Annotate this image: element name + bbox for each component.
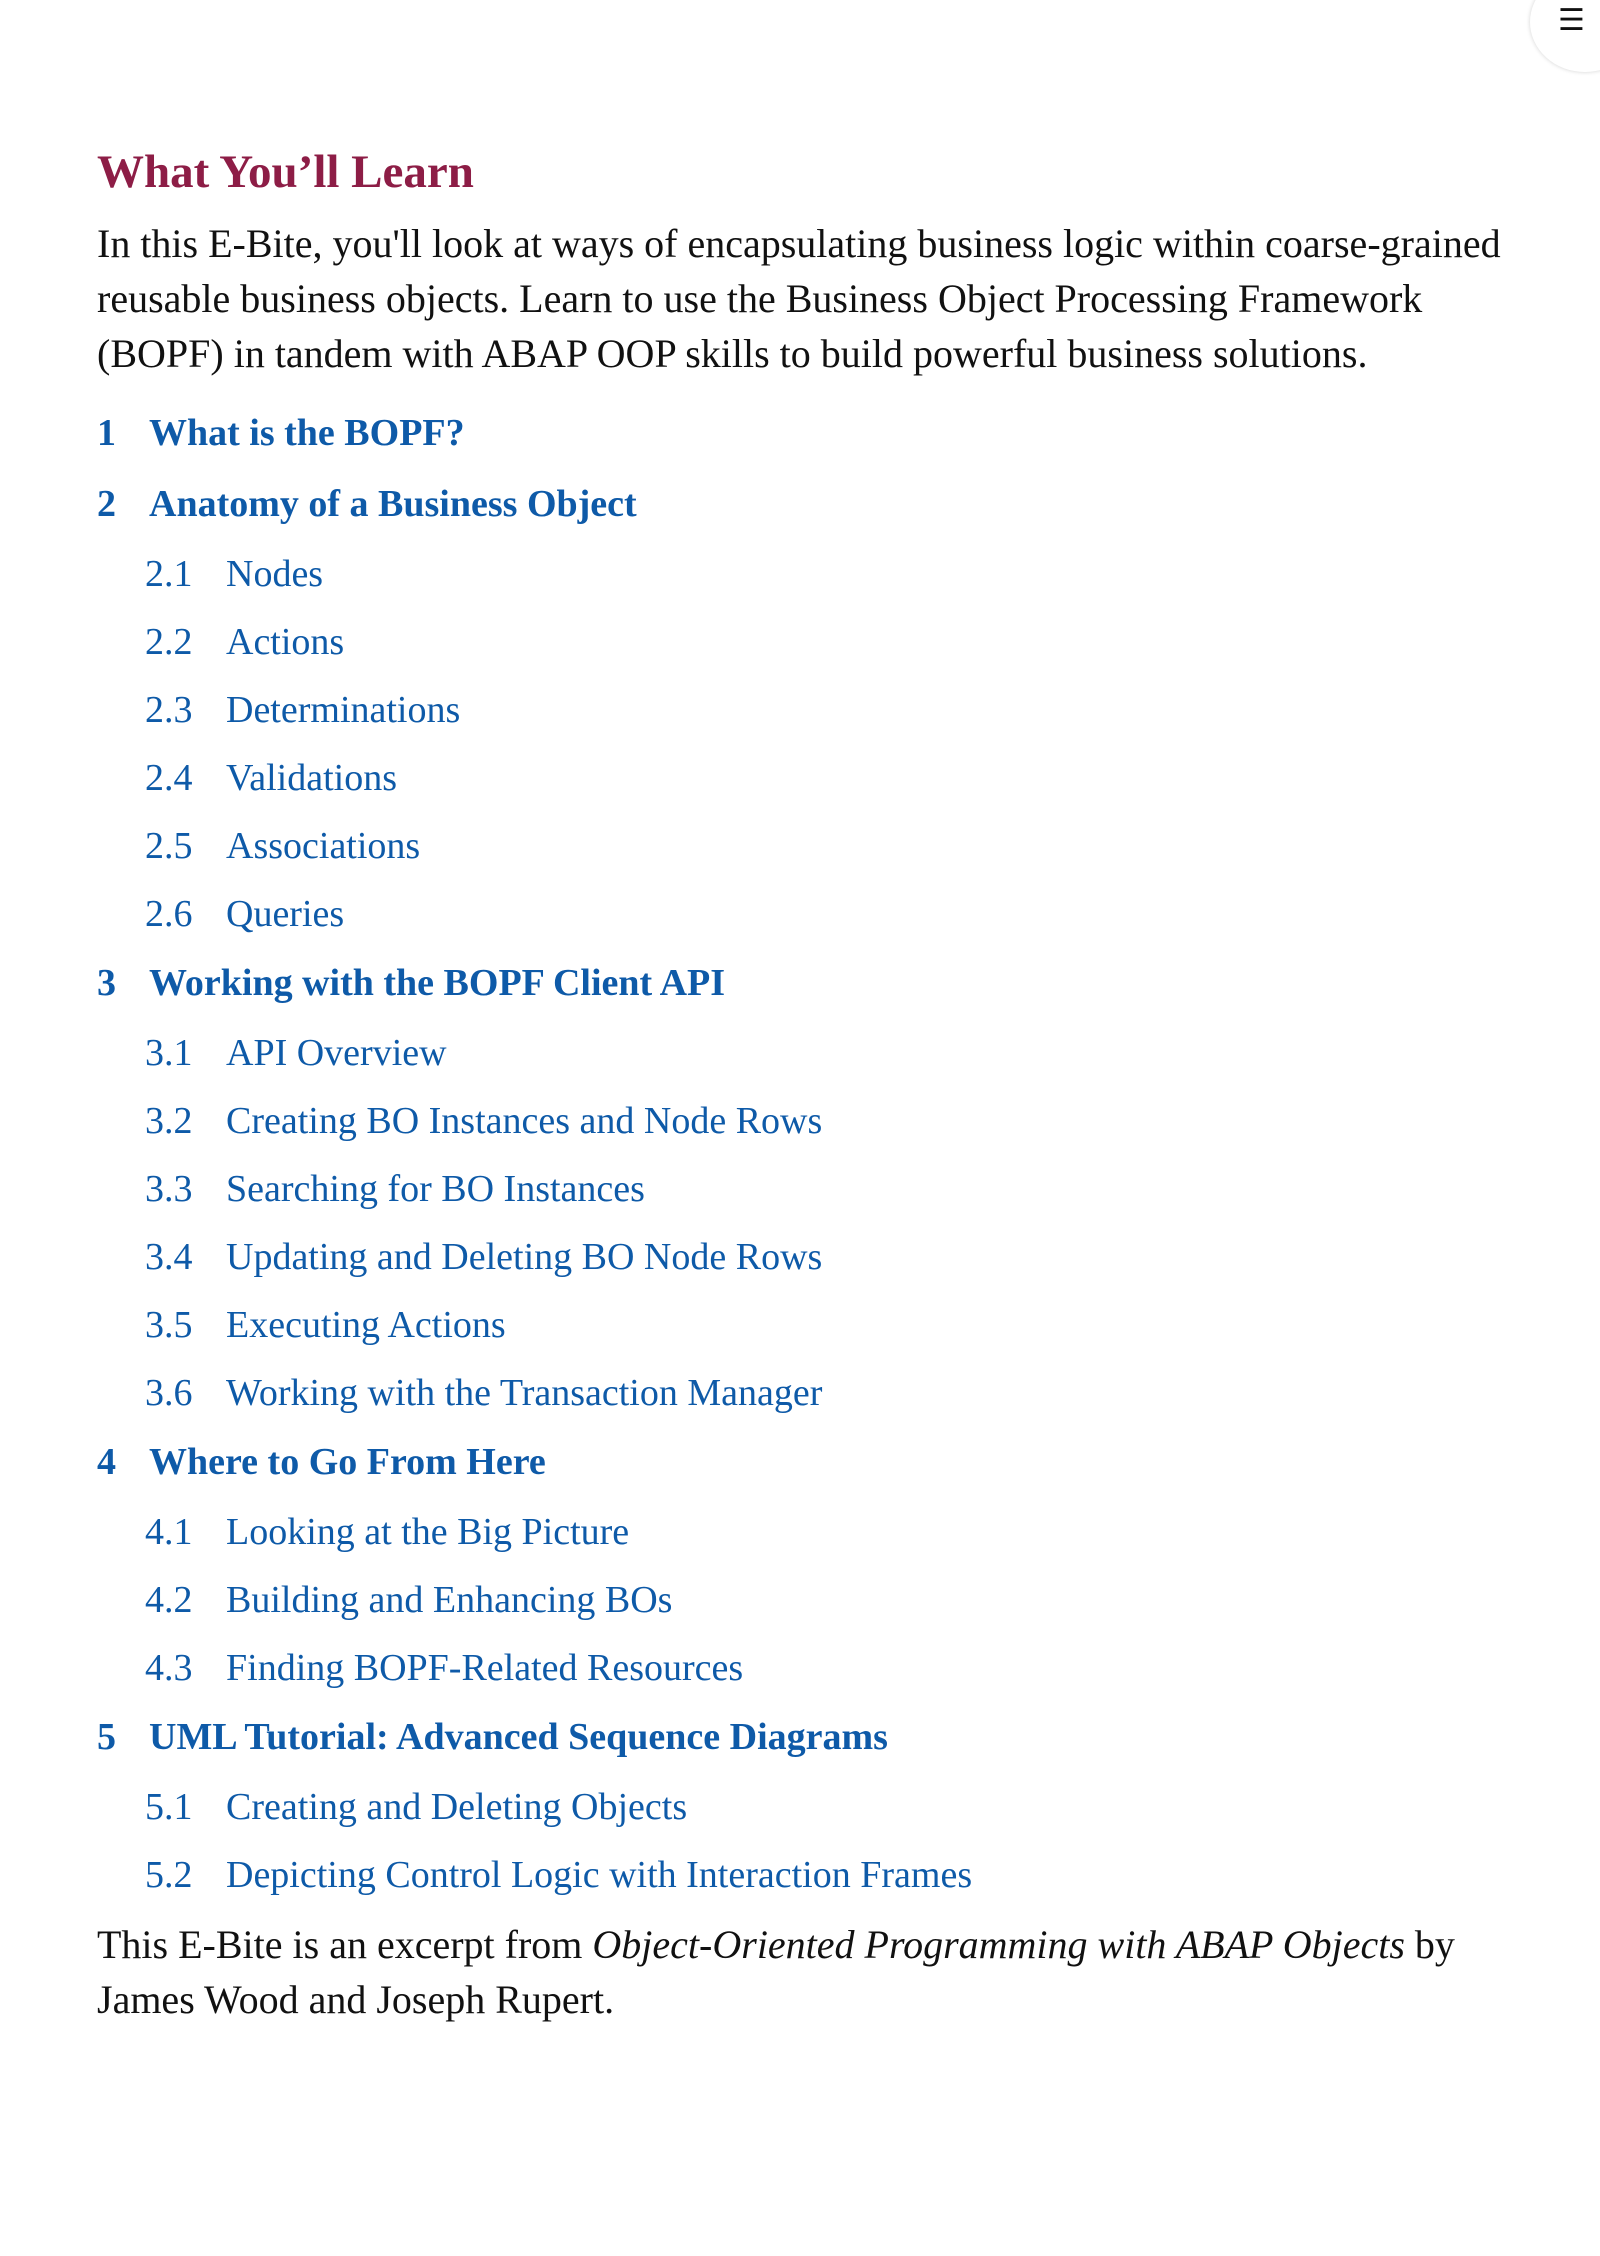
toc-section-link[interactable] <box>97 540 1517 608</box>
toc-section-number: 2.3 <box>145 689 193 731</box>
toc-chapter-link[interactable] <box>97 469 1517 540</box>
toc-section-number: 3.6 <box>145 1372 193 1414</box>
toc-section-number: 3.4 <box>145 1236 193 1278</box>
toc-section-link[interactable] <box>97 1773 1517 1841</box>
toc-section-link[interactable] <box>97 1634 1517 1702</box>
toc-section-link[interactable] <box>97 676 1517 744</box>
book-title: Object-Oriented Programming with ABAP Objects <box>592 1922 1405 1967</box>
toc-section-link[interactable] <box>97 880 1517 948</box>
toc-chapter-link[interactable] <box>97 1427 1517 1498</box>
toc-section-number: 3.3 <box>145 1168 193 1210</box>
excerpt-note-after: by James Wood and Joseph Rupert. <box>97 1922 1455 2022</box>
toc-section-number: 3.5 <box>145 1304 193 1346</box>
toc-section-title: Working with the Transaction Manager <box>226 1372 823 1414</box>
toc-section-title: Updating and Deleting BO Node Rows <box>226 1236 823 1278</box>
toc-section-link[interactable] <box>97 1019 1517 1087</box>
toc-chapter-link[interactable] <box>97 1702 1517 1773</box>
toc-chapter-title: UML Tutorial: Advanced Sequence Diagrams <box>149 1716 888 1758</box>
toc-section-title: Actions <box>226 621 345 663</box>
toc-section-title: Building and Enhancing BOs <box>226 1579 673 1621</box>
toc-chapter-number: 4 <box>97 1441 116 1483</box>
toc-section-number: 2.4 <box>145 757 193 799</box>
toc-chapter <box>97 469 1517 948</box>
toc-chapter <box>97 1427 1517 1702</box>
menu-button[interactable] <box>1530 0 1600 72</box>
toc-section-title: Nodes <box>226 553 324 595</box>
toc-chapter-title: Working with the BOPF Client API <box>149 962 726 1004</box>
toc-section-list <box>97 1019 1517 1427</box>
toc-chapter <box>97 398 1517 469</box>
table-of-contents <box>97 398 1517 1909</box>
toc-section-number: 2.1 <box>145 553 193 595</box>
toc-section-title: Searching for BO Instances <box>226 1168 645 1210</box>
toc-section-title: Looking at the Big Picture <box>226 1511 630 1553</box>
toc-section-list <box>97 1773 1517 1909</box>
toc-section-title: Associations <box>226 825 421 867</box>
toc-chapter-title: Anatomy of a Business Object <box>149 483 637 525</box>
toc-section-link[interactable] <box>97 744 1517 812</box>
toc-section-title: Validations <box>226 757 397 799</box>
toc-section-link[interactable] <box>97 1155 1517 1223</box>
toc-section-link[interactable] <box>97 812 1517 880</box>
toc-section-link[interactable] <box>97 1291 1517 1359</box>
toc-chapter <box>97 948 1517 1427</box>
toc-section-number: 2.2 <box>145 621 193 663</box>
toc-section-number: 4.3 <box>145 1647 193 1689</box>
toc-section-link[interactable] <box>97 1566 1517 1634</box>
toc-section-list <box>97 540 1517 948</box>
toc-section-title: Depicting Control Logic with Interaction Frames <box>226 1854 973 1896</box>
toc-chapter-number: 2 <box>97 483 116 525</box>
toc-chapter <box>97 1702 1517 1909</box>
toc-section-number: 5.1 <box>145 1786 193 1828</box>
toc-section-title: Creating BO Instances and Node Rows <box>226 1100 823 1142</box>
excerpt-note-before: This E-Bite is an excerpt from <box>97 1922 593 1967</box>
toc-section-number: 4.1 <box>145 1511 193 1553</box>
toc-section-number: 3.2 <box>145 1100 193 1142</box>
toc-section-title: Finding BOPF-Related Resources <box>226 1647 744 1689</box>
excerpt-note <box>97 1917 1517 2027</box>
toc-section-title: Executing Actions <box>226 1304 506 1346</box>
toc-section-number: 5.2 <box>145 1854 193 1896</box>
toc-section-number: 2.5 <box>145 825 193 867</box>
toc-section-link[interactable] <box>97 1498 1517 1566</box>
toc-section-title: Determinations <box>226 689 461 731</box>
intro-paragraph: In this E-Bite, you'll look at ways of encapsulating business logic within coarse-grained reusable business objects. Learn to use the Business Object Processing Framework (BOPF) in tandem with ABAP OOP skills to build powerful business solutions. <box>97 221 1501 376</box>
toc-section-title: Queries <box>226 893 345 935</box>
toc-chapter-link[interactable] <box>97 398 1517 469</box>
toc-section-number: 3.1 <box>145 1032 193 1074</box>
page-title: What You’ll Learn <box>97 146 474 198</box>
toc-chapter-number: 3 <box>97 962 116 1004</box>
menu-icon: ☰ <box>1558 3 1585 38</box>
toc-section-link[interactable] <box>97 608 1517 676</box>
page-content <box>97 142 1517 2027</box>
toc-section-link[interactable] <box>97 1223 1517 1291</box>
toc-chapter-title: What is the BOPF? <box>149 412 465 454</box>
toc-section-link[interactable] <box>97 1841 1517 1909</box>
toc-section-title: Creating and Deleting Objects <box>226 1786 688 1828</box>
toc-section-link[interactable] <box>97 1359 1517 1427</box>
toc-chapter-number: 1 <box>97 412 116 454</box>
toc-chapter-title: Where to Go From Here <box>149 1441 546 1483</box>
toc-chapter-number: 5 <box>97 1716 116 1758</box>
toc-section-number: 2.6 <box>145 893 193 935</box>
toc-section-number: 4.2 <box>145 1579 193 1621</box>
toc-chapter-link[interactable] <box>97 948 1517 1019</box>
toc-section-title: API Overview <box>226 1032 447 1074</box>
toc-section-list <box>97 1498 1517 1702</box>
toc-section-link[interactable] <box>97 1087 1517 1155</box>
